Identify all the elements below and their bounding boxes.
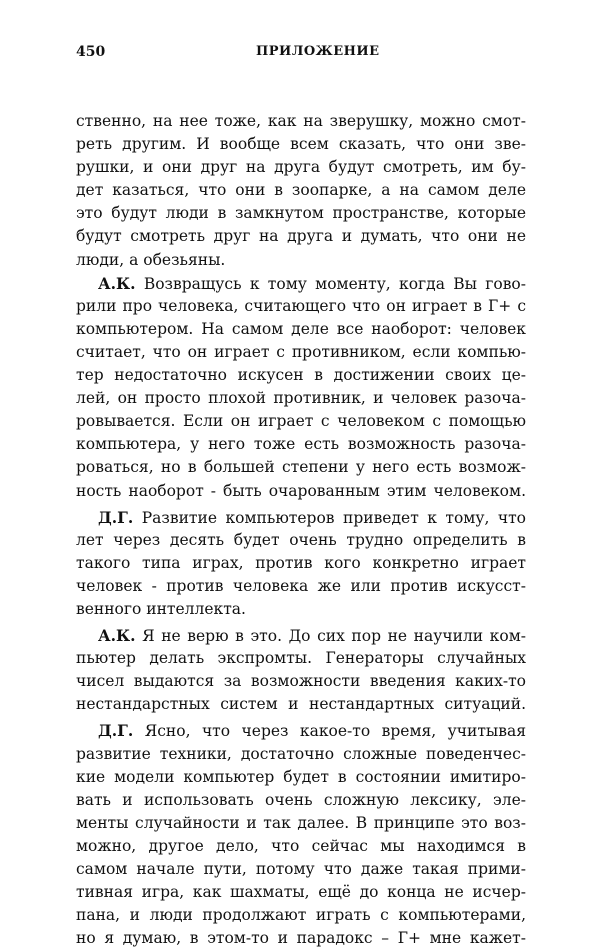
paragraph [76, 110, 526, 272]
text-line: тивная игра, как шахматы, ещё до конца не исчер- [76, 883, 526, 902]
text-line [76, 272, 526, 295]
text-line: кие модели компьютер будет в состоянии имитиро- [76, 767, 526, 786]
paragraph [76, 272, 526, 503]
text-line: чисел выдаются за возможности введения каких-то [76, 672, 526, 691]
text-line: такого типа играх, против кого конкретно играет [76, 553, 526, 572]
text-line: люди, а обезьяны. [76, 250, 226, 269]
text-line: тер недостаточно искусен в достижении своих це- [76, 366, 526, 385]
text-line: рушки, и они друг на друга будут смотреть, им бу- [76, 158, 526, 177]
text-line: лет через десять будет очень трудно определить в [76, 530, 526, 549]
text-line: реть другим. И вообще всем сказать, что они зве- [76, 135, 526, 154]
text-line: будут смотреть друг на друга и думать, что они не [76, 227, 526, 246]
speaker-label: А.К. [98, 273, 136, 293]
text-fragment: Развитие компьютеров приведет к тому, что [141, 508, 526, 527]
text-line: это будут люди в замкнутом пространстве, которые [76, 204, 526, 223]
speaker-label: Д.Г. [98, 507, 134, 527]
text-line: ровывается. Если он играет с человеком с помощью [76, 412, 526, 431]
text-line: самом начале пути, потому что даже такая прими- [76, 860, 526, 878]
text-line: человек - против человека же или против искусст- [76, 576, 526, 595]
text-line [76, 624, 526, 647]
text-line: можно, другое дело, что сейчас мы находимся в [76, 836, 526, 855]
speaker-label: Д.Г. [98, 721, 134, 741]
text-line [76, 506, 526, 529]
page-number: 450 [76, 44, 106, 60]
text-line: роваться, но в большей степени у него есть возмож- [76, 458, 526, 477]
text-line: считает, что он играет с противником, если компью- [76, 342, 526, 361]
text-line: лей, он просто плохой противник, и человек разоча- [76, 389, 526, 408]
text-line: пьютер делать экспромты. Генераторы случайных [76, 649, 526, 668]
text-line: венного интеллекта. [76, 599, 246, 618]
text-line: ственно, на нее тоже, как на зверушку, можно смот- [76, 112, 526, 130]
running-head: ПРИЛОЖЕНИЕ [256, 44, 380, 59]
book-page [76, 40, 526, 950]
text-fragment: Я не верю в это. До сих пор не научили ком- [142, 627, 526, 646]
text-line: нестандарстных систем и нестандартных ситуаций. [76, 695, 526, 714]
text-line: рили про человека, считающего что он играет в Г+ с [76, 296, 526, 315]
page-body [76, 110, 526, 950]
paragraph [76, 624, 526, 716]
text-line: но я думаю, в этом-то и парадокс – Г+ мне кажет- [76, 929, 526, 948]
text-line [76, 719, 526, 742]
text-line: менты случайности и так далее. В принципе это воз- [76, 813, 526, 832]
text-line: ность наоборот - быть очарованным этим человеком. [76, 481, 526, 500]
text-line: компьютера, у него тоже есть возможность разоча- [76, 435, 526, 454]
text-line: развитие техники, достаточно сложные поведенчес- [76, 744, 526, 763]
text-fragment: Возвращусь к тому моменту, когда Вы гово- [143, 274, 526, 293]
page-header [76, 40, 526, 64]
text-line: компьютером. На самом деле все наоборот: человек [76, 319, 526, 338]
text-line: пана, и люди продолжают играть с компьютерами, [76, 906, 526, 925]
paragraph [76, 506, 526, 621]
text-line: дет казаться, что они в зоопарке, а на самом деле [76, 181, 526, 200]
speaker-label: А.К. [98, 626, 136, 646]
paragraph [76, 719, 526, 950]
text-fragment: Ясно, что через какое-то время, учитывая [144, 722, 526, 741]
text-line: вать и использовать очень сложную лексику, эле- [76, 790, 526, 809]
